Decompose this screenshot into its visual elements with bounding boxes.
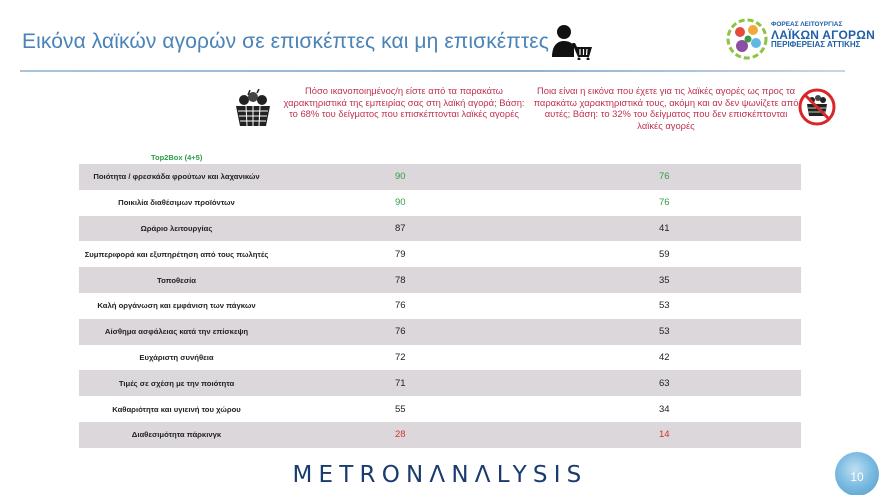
top2box-label: Top2Box (4+5): [151, 153, 203, 162]
row-label: Ωράριο λειτουργίας: [140, 223, 213, 233]
table-row: [79, 164, 801, 190]
page-number-badge: 10: [835, 452, 879, 495]
non-visitors-value: 59: [659, 248, 670, 260]
table-row: [79, 396, 801, 422]
non-visitors-column-header: Ποια είναι η εικόνα που έχετε για τις λαϊκές αγορές ως προς τα παρακάτω χαρακτηριστικά τους, ακόμη και αν δεν ψωνίζετε από αυτές; Βάση: το 32% του δείγματος που δεν επισκέπτονται λαϊκές αγορές: [533, 85, 799, 131]
visitors-value: 28: [395, 429, 406, 441]
table-row: [79, 293, 801, 319]
table-row: [79, 422, 801, 448]
row-label: Καθαριότητα και υγιεινή του χώρου: [112, 404, 241, 414]
visitors-value: 90: [395, 197, 406, 209]
brand-wordmark: METRONΛNΛLYSIS: [292, 462, 588, 488]
visitors-column-header: Πόσο ικανοποιημένος/η είστε από τα παρακάτω χαρακτηριστικά της εμπειρίας σας στη λαϊκή αγορά; Βάση: το 68% του δείγματος που επισκέπτονται λαϊκές αγορές: [283, 85, 525, 119]
non-visitors-value: 53: [659, 326, 670, 338]
table-row: [79, 190, 801, 216]
results-table: [79, 164, 801, 448]
table-row: [79, 345, 801, 371]
row-label: Καλή οργάνωση και εμφάνιση των πάγκων: [97, 301, 256, 311]
row-label: Διαθεσιμότητα πάρκινγκ: [131, 430, 222, 440]
logo-line3: ΠΕΡΙΦΕΡΕΙΑΣ ΑΤΤΙΚΗΣ: [771, 40, 861, 50]
logo-line2: ΛΑΪΚΩΝ ΑΓΟΡΩΝ: [771, 27, 875, 42]
visitors-value: 79: [395, 248, 406, 260]
row-label: Ευχάριστη συνήθεια: [139, 352, 214, 362]
non-visitors-value: 41: [659, 222, 670, 234]
table-row: [79, 267, 801, 293]
visitors-value: 72: [395, 351, 406, 363]
table-row: [79, 216, 801, 242]
non-visitors-value: 76: [659, 197, 670, 209]
non-visitors-value: 76: [659, 171, 670, 183]
no-basket-icon: [798, 88, 836, 126]
logo: [726, 18, 875, 60]
visitors-value: 90: [395, 171, 406, 183]
row-label: Αίσθημα ασφάλειας κατά την επίσκεψη: [104, 327, 249, 337]
table-row: [79, 319, 801, 345]
non-visitors-value: 53: [659, 300, 670, 312]
logo-mark-icon: [726, 18, 768, 60]
row-label: Συμπεριφορά και εξυπηρέτηση από τους πωλητές: [84, 249, 269, 259]
logo-line1: ΦΟΡΕΑΣ ΛΕΙΤΟΥΡΓΙΑΣ: [771, 21, 843, 28]
visitors-value: 55: [395, 403, 406, 415]
non-visitors-value: 42: [659, 351, 670, 363]
non-visitors-value: 63: [659, 377, 670, 389]
non-visitors-value: 34: [659, 403, 670, 415]
slide-title: Εικόνα λαϊκών αγορών σε επισκέπτες και μη επισκέπτες: [22, 30, 549, 53]
visitors-value: 76: [395, 300, 406, 312]
row-label: Τιμές σε σχέση με την ποιότητα: [118, 378, 235, 388]
row-label: Ποιότητα / φρεσκάδα φρούτων και λαχανικών: [93, 172, 260, 182]
visitors-value: 76: [395, 326, 406, 338]
row-label: Τοποθεσία: [157, 275, 196, 285]
visitors-value: 78: [395, 274, 406, 286]
table-row: [79, 370, 801, 396]
row-label: Ποικιλία διαθέσιμων προϊόντων: [118, 198, 235, 208]
vegetable-basket-icon: [233, 89, 273, 129]
table-row: [79, 241, 801, 267]
non-visitors-value: 35: [659, 274, 670, 286]
visitors-value: 71: [395, 377, 406, 389]
non-visitors-value: 14: [659, 429, 670, 441]
title-divider: [20, 70, 845, 72]
shopper-cart-icon: [551, 24, 593, 60]
visitors-value: 87: [395, 222, 406, 234]
